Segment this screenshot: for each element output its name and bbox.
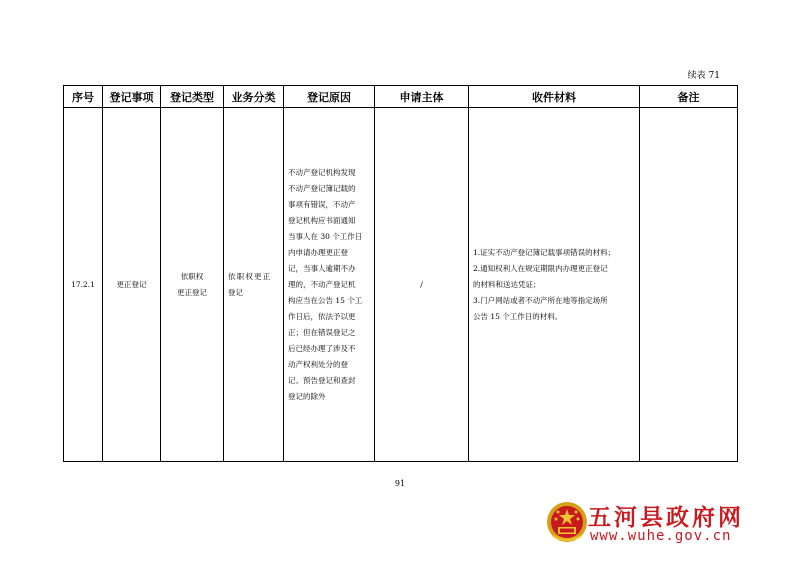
cell-materials (469, 108, 640, 462)
cell-item: 更正登记 (103, 108, 161, 462)
reason-line: 记、预告登记和查封 (288, 375, 356, 385)
continuation-label: 续表 71 (687, 71, 720, 81)
reason-line: 登记机构应书面通知 (288, 215, 356, 225)
header-number: 序号 (64, 86, 103, 108)
reason-line: 构应当在公告 15 个工 (288, 295, 363, 305)
category-line: 依职权更正 (228, 271, 272, 281)
cell-category (224, 108, 284, 462)
type-line: 更正登记 (177, 287, 207, 297)
cell-type (161, 108, 224, 462)
reason-line: 动产权利处分的登 (288, 359, 348, 369)
materials-line: 2.通知权利人在规定期限内办理更正登记 (473, 263, 608, 273)
reason-line: 不动产登记簿记载的 (288, 183, 356, 193)
reason-line: 记，当事人逾期不办 (288, 263, 356, 273)
reason-line: 当事人在 30 个工作日 (288, 231, 363, 241)
cell-applicant: / (375, 108, 469, 462)
page-number: 91 (394, 479, 406, 488)
header-type: 登记类型 (161, 86, 224, 108)
header-item: 登记事项 (103, 86, 161, 108)
reason-line: 不动产登记机构发现 (288, 167, 356, 177)
materials-line: 3.门户网站或者不动产所在地等指定场所 (473, 295, 608, 305)
type-line: 依职权 (180, 271, 204, 281)
registration-table (63, 85, 738, 462)
reason-line: 事项有错误，不动产 (288, 199, 356, 209)
materials-line: 1.证实不动产登记簿记载事项错误的材料； (473, 247, 616, 257)
header-materials: 收件材料 (469, 86, 640, 108)
reason-line: 登记的除外 (288, 391, 326, 401)
cell-remarks (640, 108, 738, 462)
table-row (64, 108, 738, 462)
site-url[interactable]: www.wuhe.gov.cn (590, 528, 732, 544)
materials-line: 公告 15 个工作日的材料。 (473, 311, 563, 321)
header-applicant: 申请主体 (375, 86, 469, 108)
header-row (64, 86, 738, 108)
site-name: 五河县政府网 (588, 505, 744, 531)
header-remarks: 备注 (640, 86, 738, 108)
national-emblem-icon (545, 500, 589, 544)
materials-line: 的材料和送达凭证； (473, 279, 541, 289)
reason-line: 作日后，依法予以更 (288, 311, 356, 321)
cell-reason (284, 108, 375, 462)
header-reason: 登记原因 (284, 86, 375, 108)
reason-line: 正；但在错误登记之 (288, 327, 356, 337)
reason-line: 后已经办理了涉及不 (288, 343, 356, 353)
category-line: 登记 (228, 287, 243, 297)
header-category: 业务分类 (224, 86, 284, 108)
cell-number: 17.2.1 (64, 108, 103, 462)
reason-line: 理的，不动产登记机 (288, 279, 356, 289)
reason-line: 内申请办理更正登 (288, 247, 348, 257)
